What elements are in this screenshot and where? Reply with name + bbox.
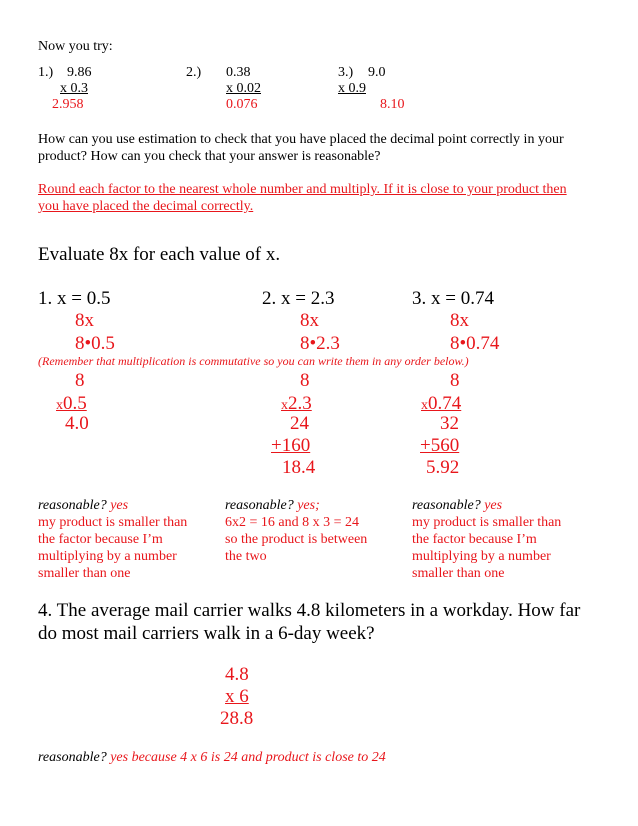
problem-3-label: 3. x = 0.74 — [412, 288, 494, 309]
problem-1-explanation-line-4: smaller than one — [38, 566, 131, 581]
problem-1-reasonable: reasonable? yes — [38, 498, 129, 513]
word-problem-multiplier: x 6 — [225, 686, 249, 707]
intro-heading: Now you try: — [38, 39, 113, 54]
problem-2-result: 18.4 — [282, 457, 316, 478]
practice-3-answer: 8.10 — [380, 97, 405, 112]
problem-3-top-factor: 8 — [450, 370, 460, 391]
problem-2-partial-product-2: +160 — [271, 435, 311, 456]
problem-3-expression: 8x — [450, 310, 469, 331]
practice-3-number: 3.) — [338, 65, 354, 80]
problem-3-explanation-line-4: smaller than one — [412, 566, 505, 581]
problem-2-explanation-line-1: 6x2 = 16 and 8 x 3 = 24 — [225, 515, 360, 530]
estimation-answer-line-2: you have placed the decimal correctly. — [38, 199, 254, 214]
practice-1-multiplier: x 0.3 — [60, 81, 88, 96]
problem-1-substitution: 8•0.5 — [75, 333, 115, 354]
evaluate-heading: Evaluate 8x for each value of x. — [38, 244, 281, 265]
estimation-question-line-2: product? How can you check that your answer is reasonable? — [38, 149, 381, 164]
problem-3-partial-product-2: +560 — [420, 435, 460, 456]
problem-3-substitution: 8•0.74 — [450, 333, 500, 354]
problem-1-result: 4.0 — [65, 413, 89, 434]
problem-3-multiplier: x0.74 — [421, 393, 462, 414]
problem-3-result: 5.92 — [426, 457, 460, 478]
practice-3-multiplier: x 0.9 — [338, 81, 366, 96]
problem-2-explanation-line-3: the two — [225, 549, 267, 564]
estimation-answer-line-1: Round each factor to the nearest whole number and multiply. If it is close to your product then — [38, 182, 567, 197]
problem-3-explanation-line-1: my product is smaller than — [412, 515, 562, 530]
word-problem-reasonable: reasonable? yes because 4 x 6 is 24 and product is close to 24 — [38, 750, 386, 765]
word-problem-line-2: do most mail carriers walk in a 6-day week? — [38, 623, 375, 644]
problem-1-label: 1. x = 0.5 — [38, 288, 111, 309]
problem-1-expression: 8x — [75, 310, 94, 331]
word-problem-line-1: 4. The average mail carrier walks 4.8 kilometers in a workday. How far — [38, 600, 581, 621]
word-problem-top-factor: 4.8 — [225, 664, 249, 685]
problem-3-reasonable: reasonable? yes — [412, 498, 503, 513]
practice-1-answer: 2.958 — [52, 97, 84, 112]
problem-1-multiplier: x0.5 — [56, 393, 87, 414]
problem-2-expression: 8x — [300, 310, 319, 331]
problem-3-explanation-line-3: multiplying by a number — [412, 549, 551, 564]
problem-1-explanation-line-1: my product is smaller than — [38, 515, 188, 530]
problem-1-explanation-line-3: multiplying by a number — [38, 549, 177, 564]
practice-1-number: 1.) — [38, 65, 54, 80]
practice-2-top: 0.38 — [226, 65, 251, 80]
estimation-question-line-1: How can you use estimation to check that you have placed the decimal point correctly in your — [38, 132, 564, 147]
problem-1-top-factor: 8 — [75, 370, 85, 391]
problem-3-explanation-line-2: the factor because I’m — [412, 532, 537, 547]
practice-2-answer: 0.076 — [226, 97, 258, 112]
problem-2-top-factor: 8 — [300, 370, 310, 391]
problem-3-partial-product-1: 32 — [440, 413, 459, 434]
problem-2-substitution: 8•2.3 — [300, 333, 340, 354]
commutative-note: (Remember that multiplication is commutative so you can write them in any order below.) — [38, 354, 469, 368]
practice-2-multiplier: x 0.02 — [226, 81, 261, 96]
practice-2-number: 2.) — [186, 65, 202, 80]
problem-2-reasonable: reasonable? yes; — [225, 498, 320, 513]
word-problem-result: 28.8 — [220, 708, 254, 729]
problem-2-explanation-line-2: so the product is between — [225, 532, 368, 547]
problem-2-label: 2. x = 2.3 — [262, 288, 335, 309]
practice-1-top: 9.86 — [67, 65, 92, 80]
practice-3-top: 9.0 — [368, 65, 386, 80]
problem-2-partial-product-1: 24 — [290, 413, 309, 434]
problem-2-multiplier: x2.3 — [281, 393, 312, 414]
problem-1-explanation-line-2: the factor because I’m — [38, 532, 163, 547]
